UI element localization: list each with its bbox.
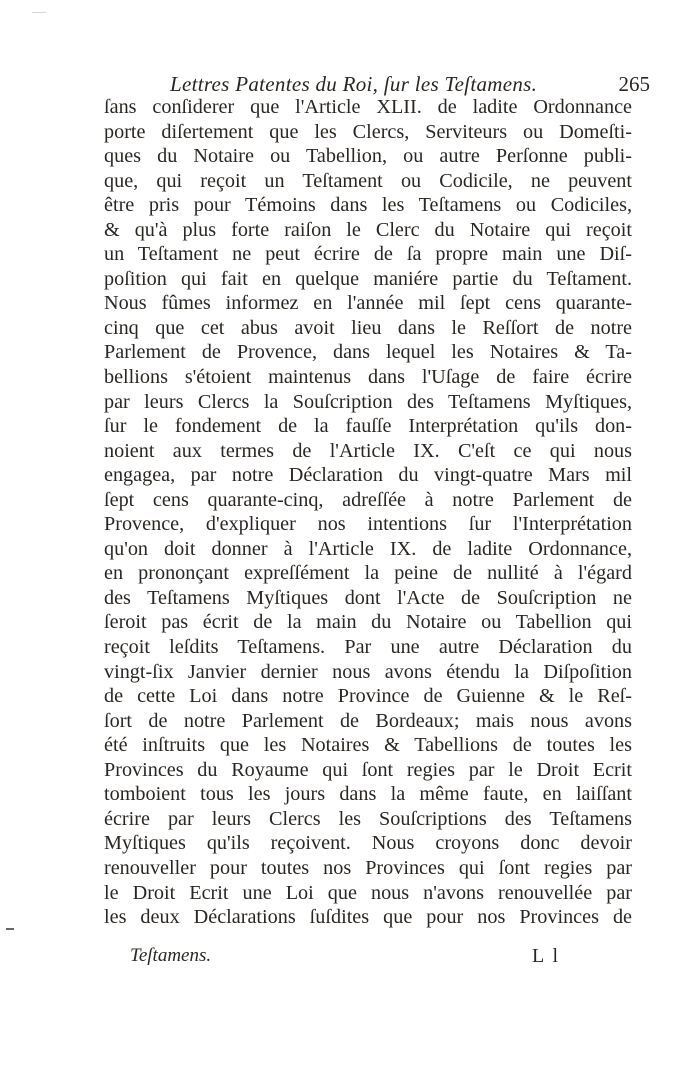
text-line: le Droit Ecrit une Loi que nous n'avons renouvellée par [104,881,632,904]
catchword: Teſtamens. [130,945,212,966]
text-line: poſition qui fait en quelque maniére partie du Teſtament. [104,267,632,290]
text-line: cinq que cet abus avoit lieu dans le Reſſort de notre [104,316,632,339]
text-line: Provence, d'expliquer nos intentions ſur l'Interprétation [104,513,632,536]
text-line: par leurs Clercs la Souſcription des Teſtamens Myſtiques, [104,390,632,413]
text-line: les deux Déclarations ſuſdites que pour nos Provinces de [104,906,632,929]
text-line: en prononçant expreſſément la peine de nullité à l'égard [104,562,632,585]
text-line: ques du Notaire ou Tabellion, ou autre Perſonne publi- [104,145,632,168]
running-title: Lettres Patentes du Roi, ſur les Teſtamens. [170,72,538,96]
text-line: écrire par leurs Clercs les Souſcriptions des Teſtamens [104,807,632,830]
body-text [104,95,632,930]
text-line: un Teſtament ne peut écrire de ſa propre main une Diſ- [104,243,632,266]
text-line: ſort de notre Parlement de Bordeaux; mais nous avons [104,709,632,732]
margin-mark [6,928,14,930]
text-line: engagea, par notre Déclaration du vingt-quatre Mars mil [104,464,632,487]
text-line: ſur le fondement de la fauſſe Interprétation qu'ils don- [104,415,632,438]
text-line: des Teſtamens Myſtiques dont l'Acte de Souſcription ne [104,586,632,609]
text-line: Nous fûmes informez en l'année mil ſept cens quarante- [104,292,632,315]
paper-speck [32,12,46,13]
text-line: renouveller pour toutes nos Provinces qui ſont regies par [104,856,632,879]
page-number: 265 [618,72,650,96]
text-line: reçoit leſdits Teſtamens. Par une autre Déclaration du [104,636,632,659]
text-line: & qu'à plus forte raiſon le Clerc du Notaire qui reçoit [104,218,632,241]
text-line: tomboient tous les jours dans la même faute, en laiſſant [104,783,632,806]
text-line: été inſtruits que les Notaires & Tabellions de toutes les [104,734,632,757]
text-line: que, qui reçoit un Teſtament ou Codicile, ne peuvent [104,169,632,192]
text-line: bellions s'étoient maintenus dans l'Uſage de faire écrire [104,366,632,389]
text-line: de cette Loi dans notre Province de Guienne & le Reſ- [104,685,632,708]
text-line: Parlement de Provence, dans lequel les Notaires & Ta- [104,341,632,364]
text-line: ſeroit pas écrit de la main du Notaire ou Tabellion qui [104,611,632,634]
text-line: vingt-ſix Janvier dernier nous avons étendu la Diſpoſition [104,660,632,683]
text-line: Provinces du Royaume qui ſont regies par le Droit Ecrit [104,758,632,781]
text-line: qu'on doit donner à l'Article IX. de ladite Ordonnance, [104,537,632,560]
text-line: porte diſertement que les Clercs, Serviteurs ou Domeſti- [104,120,632,143]
text-line: Myſtiques qu'ils reçoivent. Nous croyons donc devoir [104,832,632,855]
text-line: noient aux termes de l'Article IX. C'eſt ce qui nous [104,439,632,462]
signature-mark: L l [531,945,560,967]
text-line: ſept cens quarante-cinq, adreſſée à notre Parlement de [104,488,632,511]
text-line: être pris pour Témoins dans les Teſtamens ou Codiciles, [104,194,632,217]
text-line: ſans conſiderer que l'Article XLII. de ladite Ordonnance [104,96,632,118]
page-footer [130,945,560,973]
